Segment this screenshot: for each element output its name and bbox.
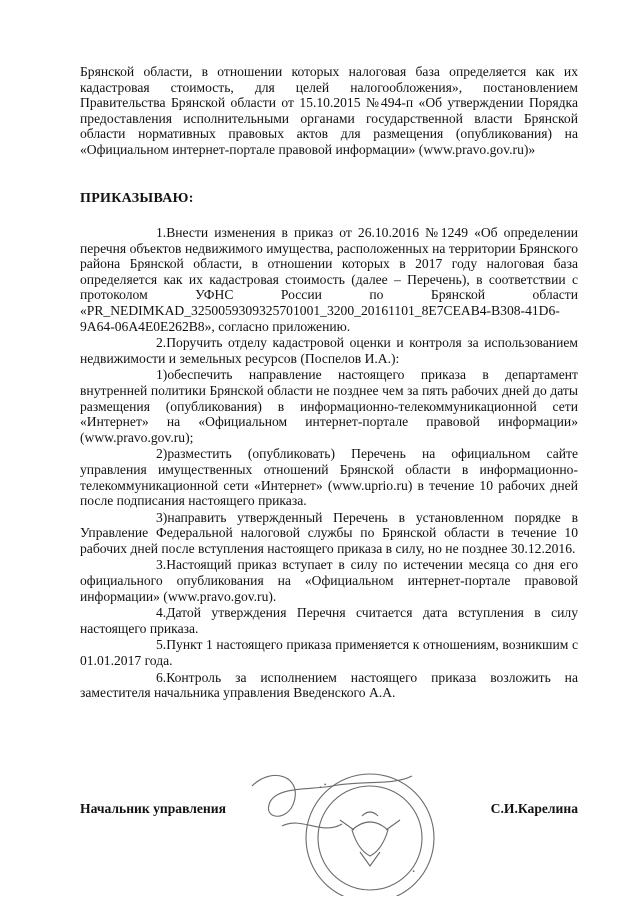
item-text: Поручить отделу кадастровой оценки и контроля за использованием недвижимости и земельных ресурсов (Поспелов И.А.): (80, 335, 578, 366)
item-number: 1. (156, 225, 167, 240)
order-item-4 (80, 605, 578, 636)
item-text: Пункт 1 настоящего приказа применяется к отношениям, возникшим с 01.01.2017 года. (80, 637, 578, 669)
item-number: 4. (156, 605, 167, 621)
item-text: обеспечить направление настоящего приказа в департамент внутренней политики Брянской области не позднее чем за пять рабочих дней до даты размещения (опубликования) в информационно-телекоммуникационной сети «Интернет» на «Официальном интернет-портале правовой информации» (www.pravo.gov.ru); (80, 367, 578, 445)
order-subitem-2 (80, 446, 578, 508)
item-number: 2. (156, 335, 167, 351)
item-number: 3. (156, 557, 167, 573)
order-item-2 (80, 335, 578, 366)
order-item-3 (80, 557, 578, 604)
order-item-1 (80, 225, 578, 334)
item-text: Контроль за исполнением настоящего приказа возложить на заместителя начальника управления Введенского А.А. (80, 669, 578, 701)
item-text: Настоящий приказ вступает в силу по истечении месяца со дня его официального опубликования на «Официальном интернет-портале правовой информации» (www.pravo.gov.ru). (80, 557, 578, 604)
item-text: направить утвержденный Перечень в установленном порядке в Управление Федеральной налоговой службы по Брянской области в течение 10 рабочих дней после вступления настоящего приказа в силу, но не позднее 30.12.2016. (80, 509, 578, 556)
official-seal-icon (242, 746, 454, 896)
intro-text: Брянской области, в отношении которых налоговая база определяется как их кадастровая стоимость, для целей налогообложения», постановлением Правительства Брянской области от 15.10.2015 №494-п «Об утверждении Порядка предоставления исполнительными органами государственной власти Брянской области нормативных правовых актов для размещения (опубликования) на «Официальном интернет-портале правовой информации» (www.pravo.gov.ru)» (80, 64, 578, 157)
item-number: 5. (156, 637, 167, 653)
order-item-5 (80, 637, 578, 668)
item-text: Датой утверждения Перечня считается дата вступления в силу настоящего приказа. (80, 605, 578, 636)
signature-block (80, 801, 578, 821)
svg-text:•: • (410, 867, 418, 876)
svg-text:• •: • • (317, 781, 329, 792)
item-number: 1) (156, 367, 168, 383)
intro-paragraph (80, 64, 578, 158)
order-heading: ПРИКАЗЫВАЮ: (80, 191, 194, 206)
order-subitem-3 (80, 510, 578, 557)
item-number: 6. (156, 669, 167, 685)
order-items (80, 225, 578, 701)
item-text: разместить (опубликовать) Перечень на официальном сайте управления имущественных отношений Брянской области в информационно-телекоммуникационной сети «Интернет» (www.uprio.ru) в течение 10 рабочих дней после подписания настоящего приказа. (80, 446, 578, 509)
item-text: Внести изменения в приказ от 26.10.2016 №1249 «Об определении перечня объектов недвижимого имущества, расположенных на территории Брянского района Брянской области, в отношении которых в 2017 году налоговая база определяется как их кадастровая стоимость (далее – Перечень), в соответствии с протоколом УФНС России по Брянской области «PR_NEDIMKAD_3250059309325701001_3200_20161101_8E7CEAB4-B308-41D6-9A64-06A4E0E262B8», согласно приложению. (80, 225, 578, 334)
signer-position: Начальник управления (80, 801, 226, 816)
signer-name: С.И.Карелина (490, 801, 578, 816)
item-number: 2) (156, 446, 168, 462)
order-subitem-1 (80, 367, 578, 445)
order-item-6 (80, 670, 578, 701)
item-number: 3) (156, 509, 168, 525)
